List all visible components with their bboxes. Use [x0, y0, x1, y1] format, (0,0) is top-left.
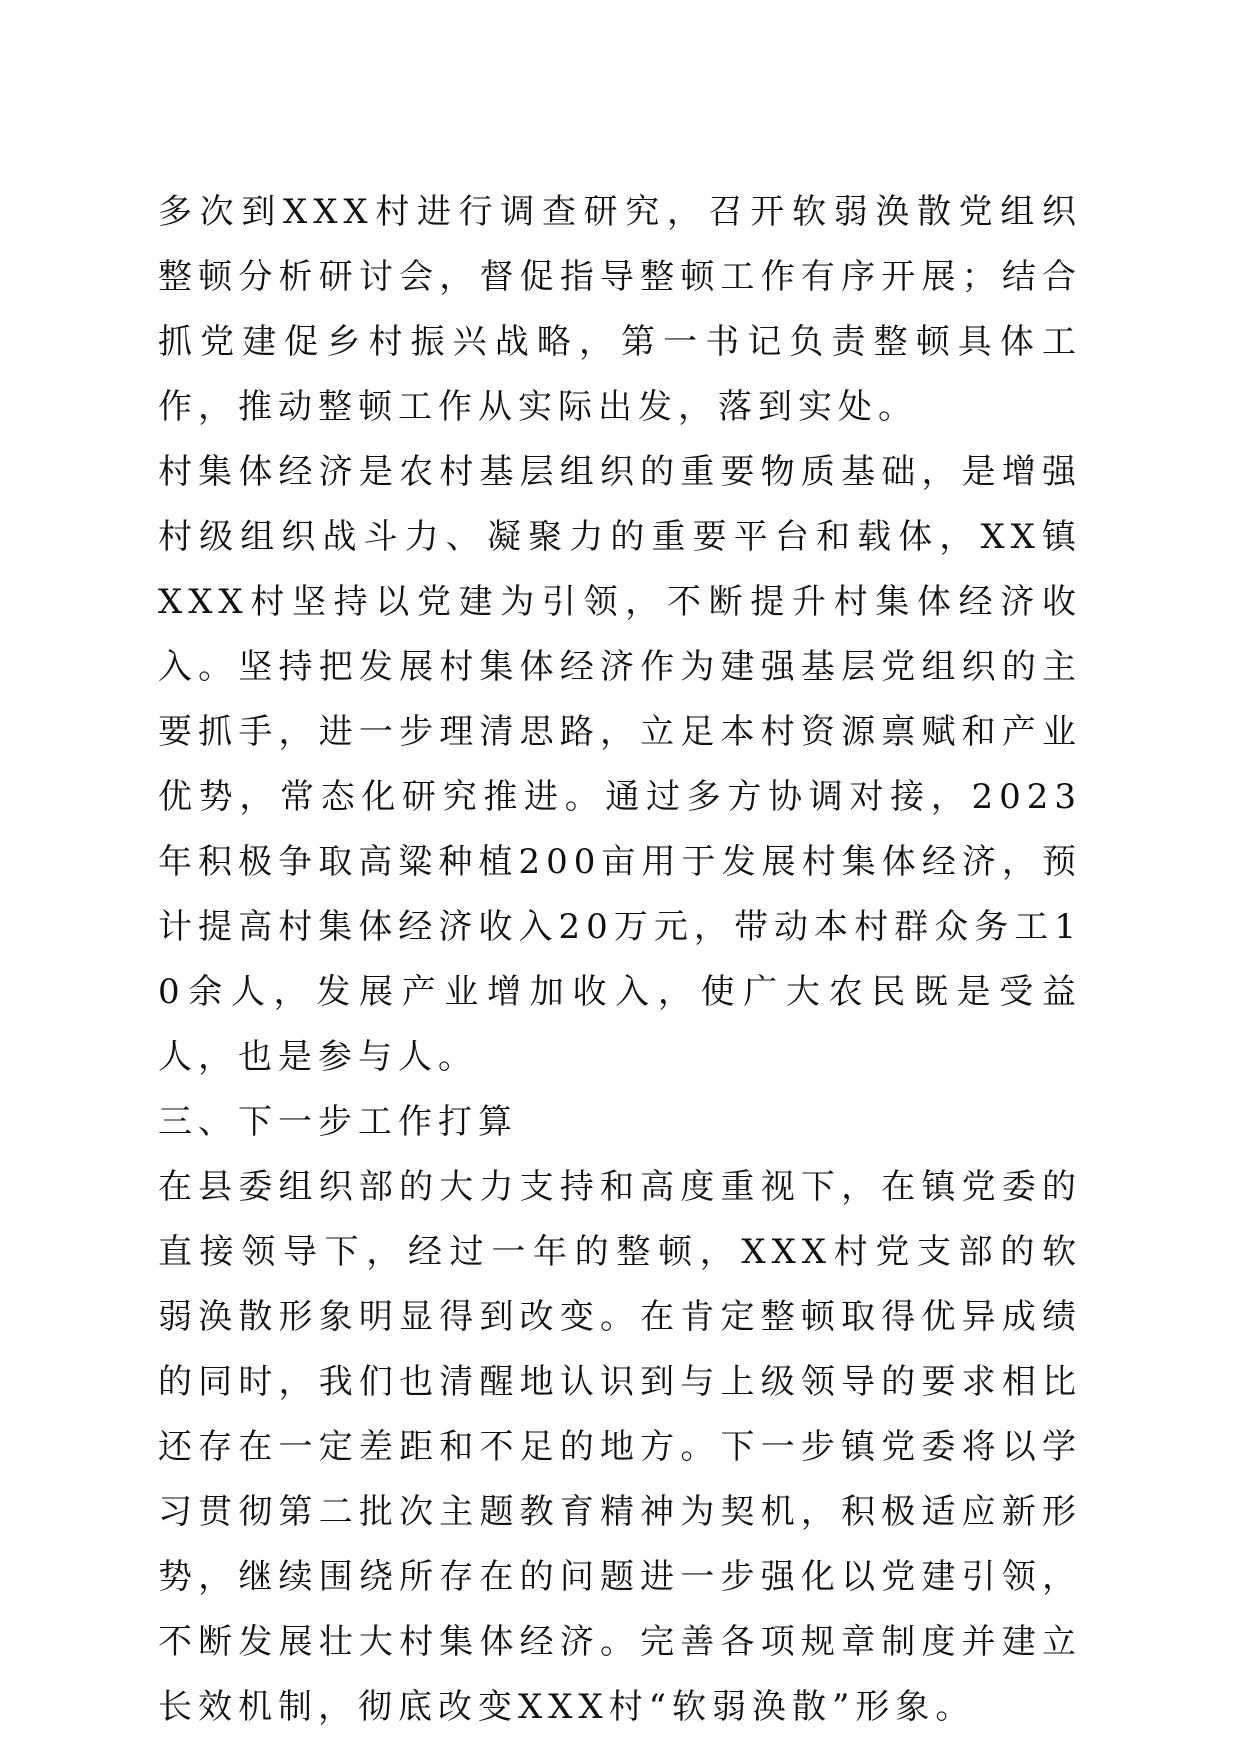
document-body	[158, 180, 1082, 1740]
paragraph-investigation: 多次到XXX村进行调查研究，召开软弱涣散党组织整顿分析研讨会，督促指导整顿工作有序开展；结合抓党建促乡村振兴战略，第一书记负责整顿具体工作，推动整顿工作从实际出发，落到实处。	[158, 192, 1082, 427]
paragraph-collective-economy: 村集体经济是农村基层组织的重要物质基础，是增强村级组织战斗力、凝聚力的重要平台和载体，XX镇XXX村坚持以党建为引领，不断提升村集体经济收入。坚持把发展村集体经济作为建强基层党组织的主要抓手，进一步理清思路，立足本村资源禀赋和产业优势，常态化研究推进。通过多方协调对接，2023年积极争取高粱种植200亩用于发展村集体经济，预计提高村集体经济收入20万元，带动本村群众务工10余人，发展产业增加收入，使广大农民既是受益人，也是参与人。	[158, 452, 1082, 1077]
section-heading-next-steps: 三、下一步工作打算	[158, 1102, 518, 1142]
paragraph-next-steps: 在县委组织部的大力支持和高度重视下，在镇党委的直接领导下，经过一年的整顿，XXX村党支部的软弱涣散形象明显得到改变。在肯定整顿取得优异成绩的同时，我们也清醒地认识到与上级领导的要求相比还存在一定差距和不足的地方。下一步镇党委将以学习贯彻第二批次主题教育精神为契机，积极适应新形势，继续围绕所存在的问题进一步强化以党建引领，不断发展壮大村集体经济。完善各项规章制度并建立长效机制，彻底改变XXX村“软弱涣散”形象。	[158, 1167, 1082, 1727]
